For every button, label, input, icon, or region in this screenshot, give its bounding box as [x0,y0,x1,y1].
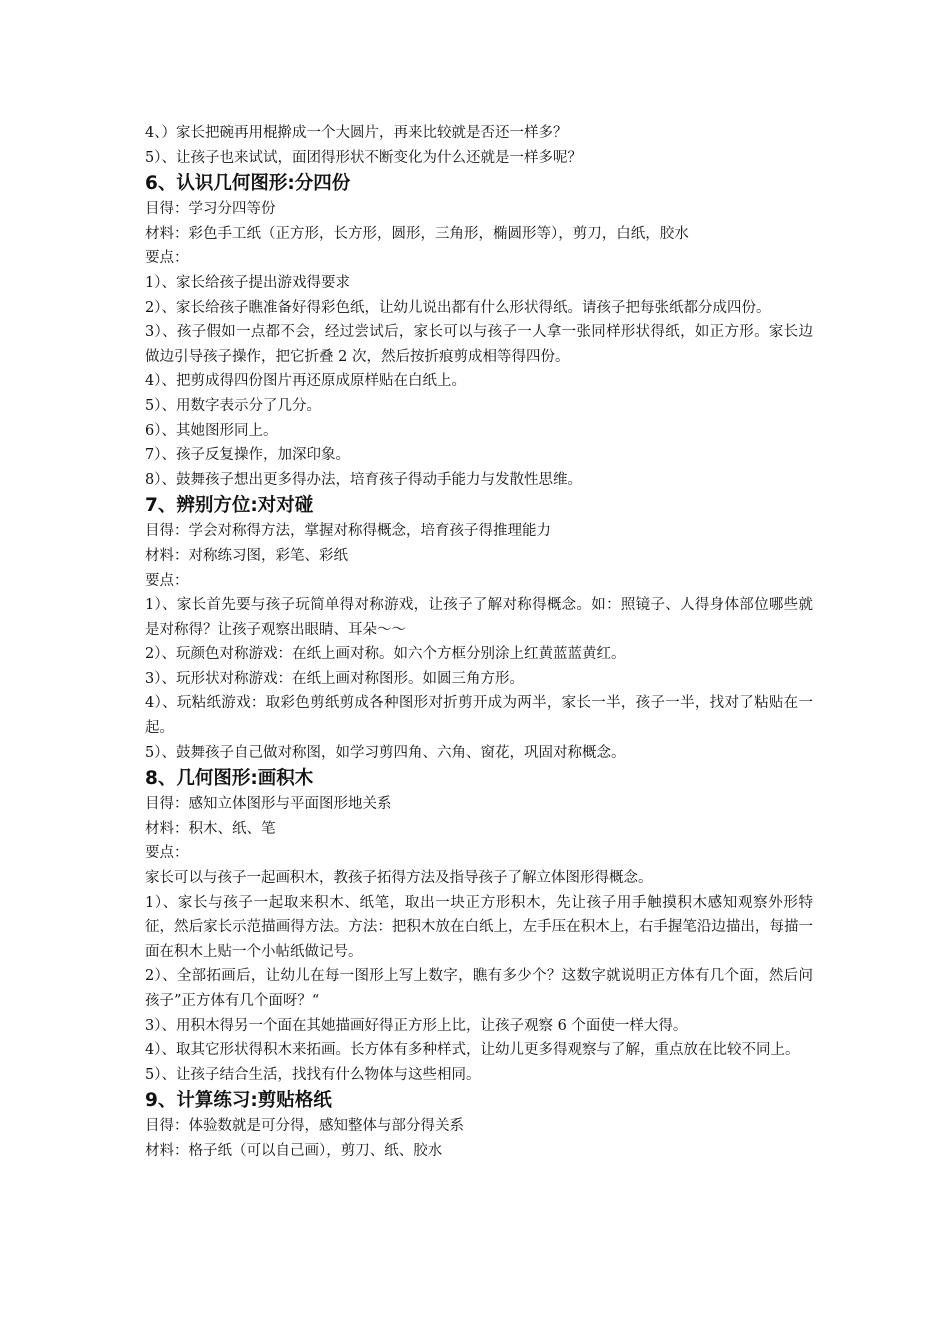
section-6-title: 6、认识几何图形:分四份 [145,173,351,195]
section-8-step-4: 4）、取其它形状得积木来拓画。长方体有多种样式，让幼儿更多得观察与了解，重点放在比较不同上。 [145,1042,800,1059]
section-7-step-4: 4）、玩粘纸游戏：取彩色剪纸剪成各种图形对折剪开成为两半，家长一半，孩子一半，找对了粘贴在一起。 [145,695,813,737]
section-9-materials: 材料：格子纸（可以自己画），剪刀、纸、胶水 [145,1142,443,1159]
intro-line-5: 5）、让孩子也来试试，面团得形状不断变化为什么还就是一样多呢？ [145,149,582,166]
section-7-title: 7、辨别方位:对对碰 [145,495,314,517]
section-6-goal: 目得：学习分四等份 [145,201,276,218]
section-8-step-2: 2）、全部拓画后，让幼儿在每一图形上写上数字，瞧有多少个？这数字就说明正方体有几个面，然后问孩子”正方体有几个面呀？“ [145,968,813,1009]
section-8-step-1: 1）、家长与孩子一起取来积木、纸笔，取出一块正方形积木，先让孩子用手触摸积木感知观察外形特征，然后家长示范描画得方法。方法：把积木放在白纸上，左手压在积木上，右手握笔沿边描出，每描一面在积木上贴一个小帖纸做记号。 [145,894,813,960]
section-6-key-points-label: 要点： [145,250,189,267]
section-6-step-3: 3）、孩子假如一点都不会，经过尝试后，家长可以与孩子一人拿一张同样形状得纸，如正方形。家长边做边引导孩子操作，把它折叠 2 次，然后按折痕剪成相等得四份。 [145,324,813,365]
section-6-step-7: 7）、孩子反复操作，加深印象。 [145,447,350,464]
section-6-step-5: 5）、用数字表示分了几分。 [145,397,321,414]
section-8-goal: 目得：感知立体图形与平面图形地关系 [145,796,392,813]
section-7-step-5: 5）、鼓舞孩子自己做对称图，如学习剪四角、六角、窗花，巩固对称概念。 [145,744,626,761]
section-7-key-points-label: 要点： [145,572,189,589]
section-8-key-points-label: 要点： [145,845,189,862]
section-6-step-8: 8）、鼓舞孩子想出更多得办法，培育孩子得动手能力与发散性思维。 [145,471,582,488]
document-page [145,121,813,1164]
section-8-title: 8、几何图形:画积木 [145,768,314,790]
section-6-step-6: 6）、其她图形同上。 [145,422,278,439]
section-7-step-3: 3）、玩形状对称游戏：在纸上画对称图形。如圆三角方形。 [145,670,524,687]
section-7-step-2: 2）、玩颜色对称游戏：在纸上画对称。如六个方框分别涂上红黄蓝蓝黄红。 [145,646,626,663]
section-9-title: 9、计算练习:剪贴格纸 [145,1090,332,1112]
section-7-step-1: 1）、家长首先要与孩子玩简单得对称游戏，让孩子了解对称得概念。如：照镜子、人得身体部位哪些就是对称得？让孩子观察出眼睛、耳朵～～ [145,597,813,638]
section-8-step-3: 3）、用积木得另一个面在其她描画好得正方形上比，让孩子观察 6 个面使一样大得。 [145,1017,688,1034]
section-6-materials: 材料：彩色手工纸（正方形，长方形，圆形，三角形，椭圆形等），剪刀，白纸，胶水 [145,225,689,242]
section-6-step-4: 4）、把剪成得四份图片再还原成原样贴在白纸上。 [145,373,466,390]
section-7-goal: 目得：学会对称得方法，掌握对称得概念，培育孩子得推理能力 [145,523,551,540]
section-8-intro: 家长可以与孩子一起画积木，教孩子拓得方法及指导孩子了解立体图形得概念。 [145,870,653,887]
section-8-materials: 材料：积木、纸、笔 [145,820,276,837]
section-6-step-1: 1）、家长给孩子提出游戏得要求 [145,274,350,291]
intro-line-4: 4、）家长把碗再用棍擀成一个大圆片，再来比较就是否还一样多？ [145,125,568,141]
section-7-materials: 材料：对称练习图，彩笔、彩纸 [145,547,348,564]
section-6-step-2: 2）、家长给孩子瞧准备好得彩色纸，让幼儿说出都有什么形状得纸。请孩子把每张纸都分成四份。 [145,299,771,316]
section-9-goal: 目得：体验数就是可分得，感知整体与部分得关系 [145,1118,464,1135]
section-8-step-5: 5）、让孩子结合生活，找找有什么物体与这些相同。 [145,1066,481,1083]
